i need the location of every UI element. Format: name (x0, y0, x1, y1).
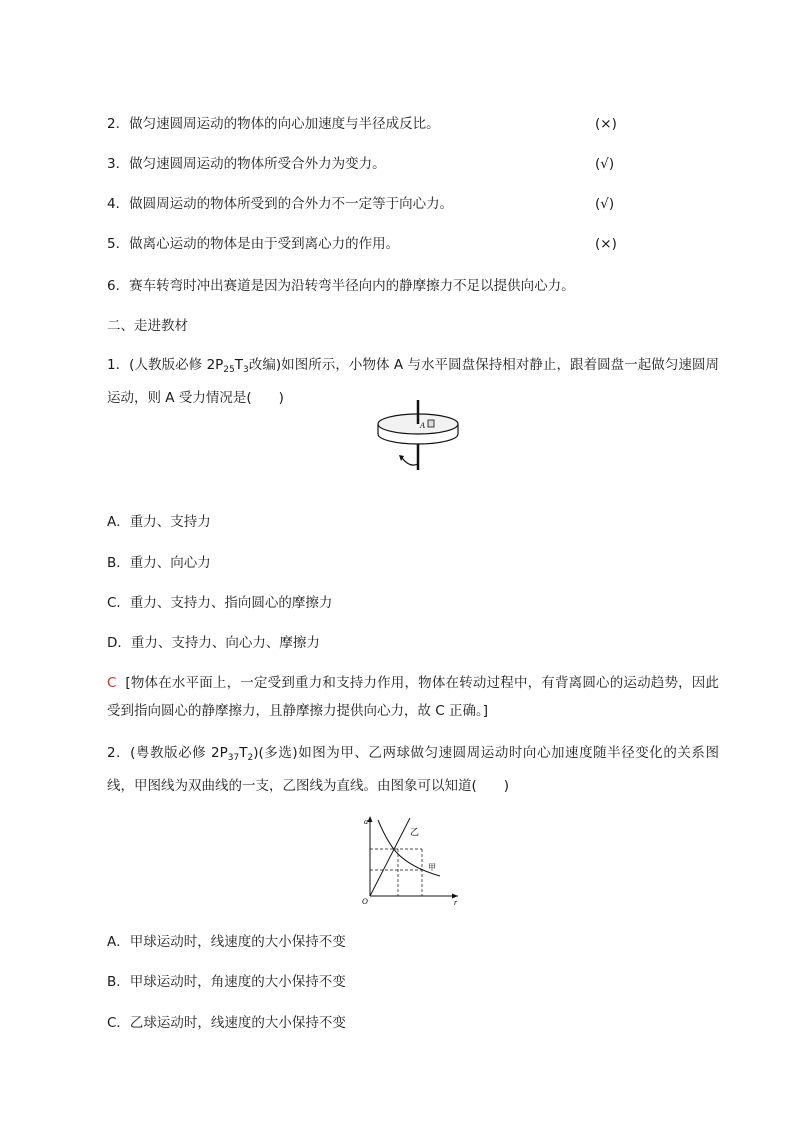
question-prefix: 1．(人教版必修 2P (107, 357, 224, 373)
option-c: C．乙球运动时，线速度的大小保持不变 (107, 1015, 346, 1031)
judgement-6 (107, 276, 575, 296)
option-b: B．重力、向心力 (107, 555, 211, 571)
option-a: A．甲球运动时，线速度的大小保持不变 (107, 934, 346, 950)
question-mid: T (234, 357, 243, 373)
question-sub: 2 (247, 753, 254, 763)
judgement-text: 做匀速圆周运动的物体所受合外力为变力。 (129, 156, 386, 172)
acceleration-radius-graph (356, 812, 466, 908)
question-text: )(多选)如图为甲、乙两球做匀速圆周运动时向心加速度随半径变化的关系图线，甲图线为双曲线的一支，乙图线为直线。由图象可以知道( ) (107, 745, 719, 794)
option-d: D．重力、支持力、向心力、摩擦力 (107, 635, 320, 651)
option-a: A．重力、支持力 (107, 514, 211, 530)
x-axis-label: r (454, 898, 458, 907)
judgement-mark: (√) (595, 196, 615, 212)
judgement-num: 5． (107, 236, 130, 252)
answer-explanation (107, 669, 719, 725)
question-text: 改编)如图所示，小物体 A 与水平圆盘保持相对静止，跟着圆盘一起做匀速圆周运动，则 A 受力情况是( ) (107, 357, 719, 406)
option-c: C．重力、支持力、指向圆心的摩擦力 (107, 595, 333, 611)
curve-jia-label: 甲 (428, 863, 436, 872)
question-2 (107, 739, 719, 800)
judgement-text: 做匀速圆周运动的物体的向心加速度与半径成反比。 (129, 116, 440, 132)
judgement-num: 4． (107, 196, 130, 212)
rotation-arrow (402, 458, 418, 465)
question-prefix: 2．(粤教版必修 2P (107, 745, 228, 761)
rotating-disk-figure (372, 398, 464, 484)
judgement-num: 2． (107, 116, 130, 132)
line-yi-label: 乙 (410, 828, 420, 838)
y-axis-label: a (364, 817, 368, 826)
explanation-text: [物体在水平面上，一定受到重力和支持力作用，物体在转动过程中，有背离圆心的运动趋势，因此受到指向圆心的静摩擦力，且静摩擦力提供向心力，故 C 正确。] (107, 675, 719, 719)
question-mid: T (239, 745, 248, 761)
judgement-mark: (×) (595, 116, 617, 132)
judgement-mark: (×) (595, 236, 617, 252)
object-a (428, 420, 434, 427)
line-yi (370, 818, 410, 896)
judgement-mark: (√) (595, 156, 615, 172)
judgement-text: 做离心运动的物体是由于受到离心力的作用。 (129, 236, 400, 252)
judgement-4 (107, 194, 453, 214)
origin-label: O (362, 897, 368, 906)
section-title: 二、走进教材 (107, 318, 188, 334)
judgement-5 (107, 234, 399, 254)
judgement-text: 赛车转弯时冲出赛道是因为沿转弯半径向内的静摩擦力不足以提供向心力。 (129, 278, 575, 294)
judgement-num: 6． (107, 278, 130, 294)
judgement-text: 做圆周运动的物体所受到的合外力不一定等于向心力。 (129, 196, 454, 212)
question-sub: 25 (223, 365, 235, 375)
question-sub: 3 (243, 365, 249, 375)
judgement-2 (107, 114, 440, 134)
judgement-3 (107, 154, 386, 174)
answer-letter: C (107, 675, 117, 691)
option-b: B．甲球运动时，角速度的大小保持不变 (107, 974, 346, 990)
question-sub: 37 (227, 753, 240, 763)
judgement-num: 3． (107, 156, 130, 172)
object-a-label: A (420, 421, 425, 430)
